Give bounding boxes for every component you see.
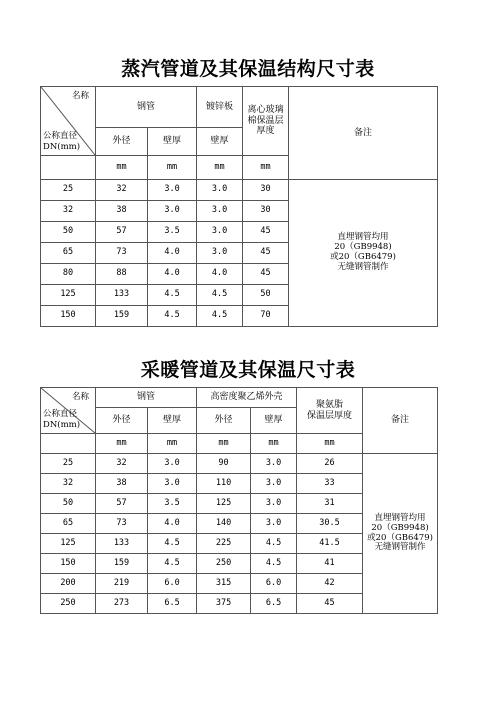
cell-wall: 6.0 xyxy=(148,574,197,594)
cell-hdpe-od: 90 xyxy=(197,454,251,474)
unit-cell: mm xyxy=(96,156,148,180)
unit-cell: mm xyxy=(251,434,297,454)
cell-od: 38 xyxy=(96,201,148,222)
unit-cell xyxy=(41,156,96,180)
cell-wall: 4.0 xyxy=(148,243,197,264)
cell-dn: 32 xyxy=(41,201,96,222)
cell-hdpe-wall: 6.5 xyxy=(251,594,297,614)
cell-dn: 150 xyxy=(41,554,96,574)
cell-od: 88 xyxy=(96,264,148,285)
corner-label-name: 名称 xyxy=(71,91,89,101)
cell-od: 133 xyxy=(96,285,148,306)
cell-insul: 45 xyxy=(243,222,289,243)
header-insulation: 聚氨脂 保温层厚度 xyxy=(297,388,363,434)
cell-od: 57 xyxy=(96,494,148,514)
cell-wall: 4.0 xyxy=(148,514,197,534)
cell-od: 32 xyxy=(96,180,148,201)
cell-dn: 125 xyxy=(41,285,96,306)
cell-hdpe-od: 225 xyxy=(197,534,251,554)
steam-pipe-table xyxy=(40,86,438,327)
cell-wall: 3.0 xyxy=(148,180,197,201)
corner-label-dn: 公称直径 DN(mm) xyxy=(43,408,81,430)
cell-od: 133 xyxy=(96,534,148,554)
cell-hdpe-wall: 4.5 xyxy=(251,534,297,554)
cell-dn: 150 xyxy=(41,306,96,327)
cell-dn: 25 xyxy=(41,180,96,201)
cell-od: 38 xyxy=(96,474,148,494)
subheader-galv-wall: 壁厚 xyxy=(197,128,243,156)
subheader-od: 外径 xyxy=(96,128,148,156)
cell-insul: 45 xyxy=(297,594,363,614)
cell-galv: 3.0 xyxy=(197,222,243,243)
corner-header xyxy=(41,87,96,156)
cell-od: 57 xyxy=(96,222,148,243)
cell-insul: 42 xyxy=(297,574,363,594)
cell-insul: 45 xyxy=(243,264,289,285)
cell-wall: 4.5 xyxy=(148,306,197,327)
table2-title: 采暖管道及其保温尺寸表 xyxy=(140,359,356,381)
heating-pipe-table xyxy=(40,387,438,614)
header-steel-pipe: 钢管 xyxy=(96,87,197,128)
header-insulation: 离心玻璃棉保温层厚度 xyxy=(243,87,289,156)
cell-insul: 30 xyxy=(243,180,289,201)
cell-wall: 4.5 xyxy=(148,285,197,306)
cell-insul: 26 xyxy=(297,454,363,474)
cell-hdpe-wall: 3.0 xyxy=(251,494,297,514)
cell-od: 273 xyxy=(96,594,148,614)
header-note: 备注 xyxy=(363,388,438,454)
subheader-od: 外径 xyxy=(96,408,148,434)
cell-dn: 25 xyxy=(41,454,96,474)
corner-label-name: 名称 xyxy=(71,392,89,402)
cell-galv: 3.0 xyxy=(197,201,243,222)
cell-dn: 50 xyxy=(41,494,96,514)
subheader-wall: 壁厚 xyxy=(148,128,197,156)
cell-insul: 50 xyxy=(243,285,289,306)
corner-header xyxy=(41,388,96,434)
unit-cell: mm xyxy=(148,156,197,180)
table-row xyxy=(41,180,438,201)
cell-dn: 125 xyxy=(41,534,96,554)
cell-insul: 45 xyxy=(243,243,289,264)
unit-cell xyxy=(41,434,96,454)
cell-dn: 50 xyxy=(41,222,96,243)
cell-hdpe-wall: 3.0 xyxy=(251,474,297,494)
cell-od: 159 xyxy=(96,306,148,327)
cell-od: 32 xyxy=(96,454,148,474)
header-galvanized: 镀锌板 xyxy=(197,87,243,128)
cell-wall: 4.0 xyxy=(148,264,197,285)
cell-galv: 4.0 xyxy=(197,264,243,285)
cell-insul: 31 xyxy=(297,494,363,514)
cell-hdpe-wall: 3.0 xyxy=(251,514,297,534)
cell-dn: 32 xyxy=(41,474,96,494)
note-cell: 直埋钢管均用 20（GB9948) 或20（GB6479) 无缝钢管制作 xyxy=(363,454,438,614)
cell-dn: 200 xyxy=(41,574,96,594)
cell-insul: 41 xyxy=(297,554,363,574)
cell-od: 159 xyxy=(96,554,148,574)
cell-wall: 4.5 xyxy=(148,534,197,554)
subheader-hdpe-od: 外径 xyxy=(197,408,251,434)
note-cell: 直埋钢管均用 20（GB9948) 或20（GB6479) 无缝钢管制作 xyxy=(289,180,438,327)
subheader-hdpe-wall: 壁厚 xyxy=(251,408,297,434)
cell-wall: 3.0 xyxy=(148,454,197,474)
unit-cell: mm xyxy=(197,156,243,180)
cell-wall: 3.0 xyxy=(148,474,197,494)
header-steel-pipe: 钢管 xyxy=(96,388,197,408)
cell-od: 73 xyxy=(96,514,148,534)
cell-hdpe-wall: 3.0 xyxy=(251,454,297,474)
unit-cell: mm xyxy=(243,156,289,180)
cell-insul: 70 xyxy=(243,306,289,327)
cell-galv: 4.5 xyxy=(197,285,243,306)
cell-wall: 6.5 xyxy=(148,594,197,614)
cell-insul: 33 xyxy=(297,474,363,494)
cell-hdpe-od: 375 xyxy=(197,594,251,614)
cell-hdpe-od: 140 xyxy=(197,514,251,534)
cell-dn: 250 xyxy=(41,594,96,614)
cell-dn: 65 xyxy=(41,514,96,534)
cell-hdpe-wall: 4.5 xyxy=(251,554,297,574)
cell-insul: 30 xyxy=(243,201,289,222)
subheader-wall: 壁厚 xyxy=(148,408,197,434)
cell-hdpe-od: 110 xyxy=(197,474,251,494)
cell-hdpe-od: 125 xyxy=(197,494,251,514)
corner-label-dn: 公称直径 DN(mm) xyxy=(43,130,81,152)
table-row xyxy=(41,454,438,474)
unit-cell: mm xyxy=(148,434,197,454)
unit-cell: mm xyxy=(96,434,148,454)
cell-dn: 65 xyxy=(41,243,96,264)
header-hdpe-shell: 高密度聚乙烯外壳 xyxy=(197,388,297,408)
table1-title: 蒸汽管道及其保温结构尺寸表 xyxy=(121,58,375,80)
cell-galv: 3.0 xyxy=(197,180,243,201)
cell-hdpe-od: 250 xyxy=(197,554,251,574)
cell-hdpe-od: 315 xyxy=(197,574,251,594)
cell-insul: 30.5 xyxy=(297,514,363,534)
cell-wall: 4.5 xyxy=(148,554,197,574)
cell-od: 219 xyxy=(96,574,148,594)
cell-galv: 4.5 xyxy=(197,306,243,327)
cell-wall: 3.5 xyxy=(148,494,197,514)
unit-cell: mm xyxy=(297,434,363,454)
header-note: 备注 xyxy=(289,87,438,180)
cell-galv: 3.0 xyxy=(197,243,243,264)
cell-insul: 41.5 xyxy=(297,534,363,554)
cell-wall: 3.0 xyxy=(148,201,197,222)
unit-cell: mm xyxy=(197,434,251,454)
cell-od: 73 xyxy=(96,243,148,264)
cell-wall: 3.5 xyxy=(148,222,197,243)
cell-hdpe-wall: 6.0 xyxy=(251,574,297,594)
cell-dn: 80 xyxy=(41,264,96,285)
